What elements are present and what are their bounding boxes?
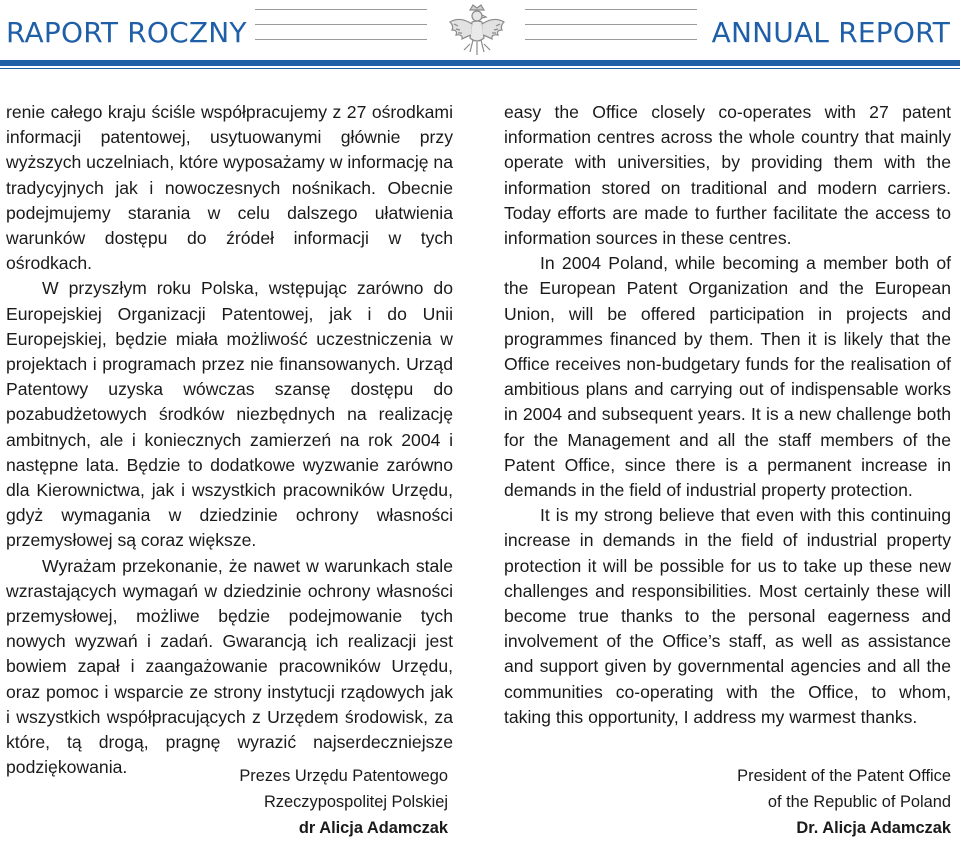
english-column xyxy=(504,100,951,730)
header-divider xyxy=(525,9,697,10)
signature-title-line: Prezes Urzędu Patentowego xyxy=(239,767,448,785)
page-header xyxy=(0,0,960,78)
header-divider xyxy=(255,39,427,40)
signature-title-line: of the Republic of Poland xyxy=(767,793,951,811)
paragraph: In 2004 Poland, while becoming a member both of the European Patent Organization and the European Union, will be offered participation in projects and programmes financed by them. Then it is likely that the Office receives non-budgetary funds for the realisation of ambitious plans and carrying out of indispensable works in 2004 and subsequent years. It is a new challenge both for the Management and all the staff members of the Patent Office, since there is a permanent increase in demands in the field of industrial property protection. xyxy=(504,253,951,501)
paragraph: renie całego kraju ściśle współpracujemy z 27 ośrodkami informacji patentowej, usytuowanymi głównie przy wyższych uczelniach, które wyposażamy w informację na tradycyjnych jak i nowoczesnych nośnikach. Obecnie podejmujemy starania w celu dalszego ułatwienia warunków dostępu do źródeł informacji w tych ośrodkach. xyxy=(6,102,453,274)
signatory-name: Dr. Alicja Adamczak xyxy=(796,819,951,837)
polish-eagle-icon xyxy=(446,2,508,60)
signature-title-line: Rzeczypospolitej Polskiej xyxy=(263,793,448,811)
header-title-english: ANNUAL REPORT xyxy=(711,16,950,49)
header-divider xyxy=(525,39,697,40)
paragraph: W przyszłym roku Polska, wstępując zarówno do Europejskiej Organizacji Patentowej, jak i do Unii Europejskiej, będzie miała możliwość uczestniczenia w projektach i programach przez nie finansowanych. Urząd Patentowy uzyska wówczas szansę dostępu do pozabudżetowych środków niezbędnych na realizację ambitnych, ale i koniecznych zamierzeń na rok 2004 i następne lata. Będzie to dodatkowe wyzwanie zarówno dla Kierownictwa, jak i wszystkich pracowników Urzędu, gdyż wymagania w dziedzinie ochrony własności przemysłowej są coraz większe. xyxy=(6,278,453,551)
signature-title-line: President of the Patent Office xyxy=(737,767,951,785)
signatory-name: dr Alicja Adamczak xyxy=(298,819,448,837)
header-title-polish: RAPORT ROCZNY xyxy=(6,16,247,49)
header-rule-thin xyxy=(0,68,960,69)
signature-polish xyxy=(239,763,448,841)
header-divider xyxy=(255,9,427,10)
paragraph: Wyrażam przekonanie, że nawet w warunkach stale wzrastających wymagań w dziedzinie ochrony własności przemysłowej, możliwe będzie podejmowanie tych nowych wyzwań i zadań. Gwarancją ich realizacji jest bowiem zapał i zaangażowanie pracowników Urzędu, oraz pomoc i wsparcie ze strony instytucji rządowych jak i wszystkich współpracujących z Urzędem środowisk, za które, tą drogą, pragnę wyrazić najserdeczniejsze podziękowania. xyxy=(6,555,453,778)
header-divider xyxy=(525,24,697,25)
header-divider xyxy=(255,24,427,25)
polish-column xyxy=(6,100,453,780)
paragraph: easy the Office closely co-operates with 27 patent information centres across the whole country that mainly operate with universities, by providing them with the information stored on traditional and modern carriers. Today efforts are made to further facilitate the access to information sources in these centres. xyxy=(504,102,951,249)
signature-english xyxy=(737,763,951,841)
header-rule xyxy=(0,60,960,66)
paragraph: It is my strong believe that even with this continuing increase in demands in the field of industrial property protection it will be possible for us to take up these new challenges and responsibilities. Most certainly these will become true thanks to the personal eagerness and involvement of the Office’s staff, as well as assistance and support given by governmental agencies and all the communities co-operating with the Office, to whom, taking this opportunity, I address my warmest thanks. xyxy=(504,505,951,727)
